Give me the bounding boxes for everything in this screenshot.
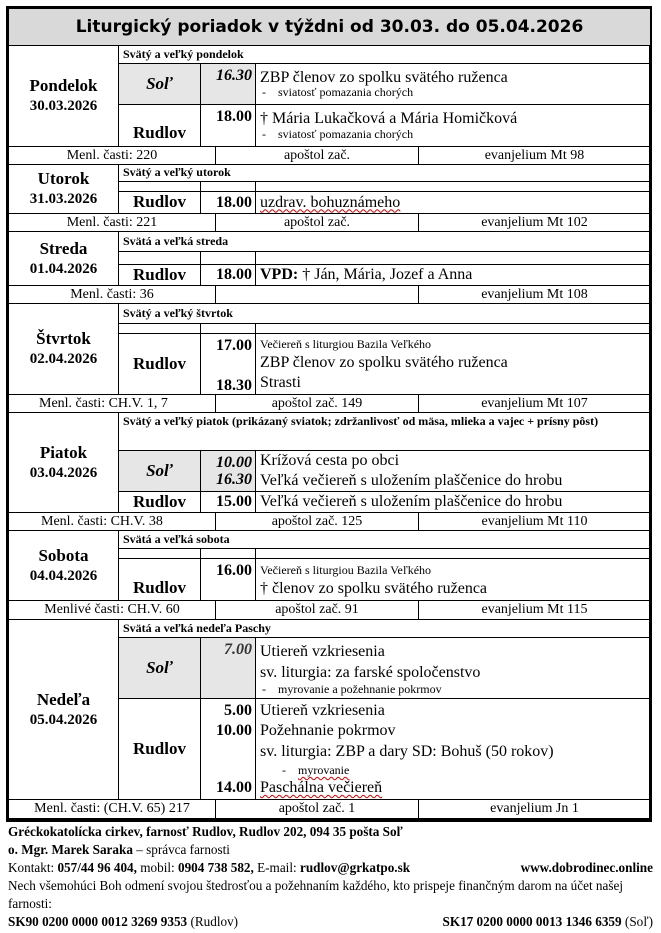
service-time: 18.00 bbox=[201, 192, 256, 214]
feast-name: Svätá a veľká streda bbox=[119, 232, 651, 252]
day-footer bbox=[9, 513, 651, 531]
iban-sol: SK17 0200 0000 0013 1346 6359 bbox=[442, 914, 622, 929]
service-time: 5.00 10.00 14.00 bbox=[201, 699, 256, 800]
day-footer bbox=[9, 395, 651, 413]
day-footer bbox=[9, 286, 651, 304]
location-sol: Soľ bbox=[119, 451, 201, 492]
location-rudlov: Rudlov bbox=[119, 559, 201, 601]
menlive-casti: Menl. časti: CH.V. 38 bbox=[41, 513, 163, 529]
day-sobota bbox=[9, 531, 651, 549]
location-rudlov: Rudlov bbox=[119, 334, 201, 395]
evanjelium: evanjelium Mt 102 bbox=[418, 214, 650, 231]
location-rudlov: Rudlov bbox=[119, 492, 201, 513]
schedule-table bbox=[8, 8, 651, 819]
schedule-title: Liturgický poriadok v týždni od 30.03. do 05.04.2026 bbox=[9, 9, 651, 46]
service-time: 15.00 bbox=[201, 492, 256, 513]
title-row bbox=[9, 9, 651, 46]
day-label: Piatok 03.04.2026 bbox=[9, 413, 119, 513]
apostol: apoštol zač. bbox=[215, 214, 418, 231]
day-footer bbox=[9, 147, 651, 165]
feast-name: Svätá a veľká nedeľa Paschy bbox=[119, 620, 651, 638]
location-rudlov: Rudlov bbox=[119, 265, 201, 286]
evanjelium: evanjelium Mt 108 bbox=[418, 286, 650, 303]
evanjelium: evanjelium Jn 1 bbox=[418, 800, 650, 818]
evanjelium: evanjelium Mt 107 bbox=[418, 395, 650, 412]
service-text: Veľká večiereň s uložením plaščenice do hrobu bbox=[256, 492, 651, 513]
service-text: VPD: † Ján, Mária, Jozef a Anna bbox=[256, 265, 651, 286]
service-time: 18.00 bbox=[201, 265, 256, 286]
day-footer bbox=[9, 214, 651, 232]
day-label: Sobota 04.04.2026 bbox=[9, 531, 119, 601]
email-link[interactable]: rudlov@grkatpo.sk bbox=[299, 860, 411, 875]
apostol: apoštol zač. 91 bbox=[215, 601, 418, 619]
day-stvrtok bbox=[9, 304, 651, 324]
menlive-casti: Menl. časti: CH.V. 1, 7 bbox=[39, 395, 168, 411]
parish-info bbox=[8, 823, 653, 931]
iban-rudlov: SK90 0200 0000 0012 3269 9353 bbox=[8, 914, 188, 929]
blessing-text: Nech všemohúci Boh odmení svojou štedrosťou a požehnaním každého, kto prispeje finančným darom na účet našej farnosti: bbox=[8, 878, 624, 911]
service-text: Večiereň s liturgiou Bazila Veľkého ZBP členov zo spolku svätého ruženca Strasti bbox=[256, 334, 651, 395]
service-text: uzdrav. bohuznámeho bbox=[256, 192, 651, 214]
service-text: Utiereň vzkriesenia Požehnanie pokrmov sv. liturgia: ZBP a dary SD: Bohuš (50 rokov) - myrovanie Paschálna večiereň bbox=[256, 699, 651, 800]
day-label: Nedeľa 05.04.2026 bbox=[9, 620, 119, 800]
mobile: 0904 738 582, bbox=[177, 860, 254, 875]
website-link[interactable]: www.dobrodinec.online bbox=[520, 860, 653, 875]
bank-accounts: SK90 0200 0000 0012 3269 9353 (Rudlov) SK17 0200 0000 0013 1346 6359 (Soľ) bbox=[8, 914, 653, 929]
service-text: † Mária Lukačková a Mária Homičková - sviatosť pomazania chorých bbox=[256, 105, 651, 147]
service-time: 16.00 bbox=[201, 559, 256, 601]
day-label: Utorok 31.03.2026 bbox=[9, 165, 119, 214]
service-time: 7.00 bbox=[201, 638, 256, 699]
day-label: Pondelok 30.03.2026 bbox=[9, 46, 119, 147]
feast-name: Svätá a veľká sobota bbox=[119, 531, 651, 549]
evanjelium: evanjelium Mt 110 bbox=[418, 513, 650, 530]
service-text: ZBP členov zo spolku svätého ruženca - sviatosť pomazania chorých bbox=[256, 64, 651, 105]
menlive-casti: Menl. časti: 221 bbox=[66, 214, 158, 230]
location-rudlov: Rudlov bbox=[119, 192, 201, 214]
feast-name: Svätý a veľký pondelok bbox=[119, 46, 651, 64]
menlive-casti: Menl. časti: 220 bbox=[66, 147, 158, 163]
menlive-casti: Menl. časti: (CH.V. 65) 217 bbox=[34, 801, 190, 817]
day-streda bbox=[9, 232, 651, 252]
service-time: 18.00 bbox=[201, 105, 256, 147]
location-sol: Soľ bbox=[119, 64, 201, 105]
apostol: apoštol zač. 1 bbox=[215, 800, 418, 818]
location-rudlov: Rudlov bbox=[119, 699, 201, 800]
menlive-casti: Menlivé časti: CH.V. 60 bbox=[44, 602, 180, 618]
menlive-casti: Menl. časti: 36 bbox=[70, 286, 154, 302]
parish-address: Gréckokatolícka cirkev, farnosť Rudlov, Rudlov 202, 094 35 pošta Soľ bbox=[8, 824, 403, 839]
apostol: apoštol zač. bbox=[215, 147, 418, 164]
priest-line: o. Mgr. Marek Saraka – správca farnosti bbox=[8, 842, 230, 857]
day-piatok bbox=[9, 413, 651, 451]
day-footer bbox=[9, 601, 651, 620]
day-nedela bbox=[9, 620, 651, 638]
day-footer bbox=[9, 800, 651, 819]
feast-name: Svätý a veľký piatok (prikázaný sviatok; zdržanlivosť od mäsa, mlieka a vajec + prísny pôst) bbox=[119, 413, 651, 451]
evanjelium: evanjelium Mt 98 bbox=[418, 147, 650, 164]
location-sol: Soľ bbox=[119, 638, 201, 699]
service-text: Večiereň s liturgiou Bazila Veľkého † členov zo spolku svätého ruženca bbox=[256, 559, 651, 601]
phone: 057/44 96 404, bbox=[57, 860, 137, 875]
service-time: 16.30 bbox=[201, 64, 256, 105]
apostol: apoštol zač. 125 bbox=[215, 513, 418, 530]
apostol bbox=[215, 286, 418, 303]
apostol: apoštol zač. 149 bbox=[215, 395, 418, 412]
service-time: 10.00 16.30 bbox=[201, 451, 256, 492]
service-time: 17.00 18.30 bbox=[201, 334, 256, 395]
feast-name: Svätý a veľký utorok bbox=[119, 165, 651, 182]
service-text: Utiereň vzkriesenia sv. liturgia: za farské spoločenstvo - myrovanie a požehnanie pokrmov bbox=[256, 638, 651, 699]
location-rudlov: Rudlov bbox=[119, 105, 201, 147]
evanjelium: evanjelium Mt 115 bbox=[418, 601, 650, 619]
day-utorok bbox=[9, 165, 651, 182]
feast-name: Svätý a veľký štvrtok bbox=[119, 304, 651, 324]
day-label: Štvrtok 02.04.2026 bbox=[9, 304, 119, 395]
day-label: Streda 01.04.2026 bbox=[9, 232, 119, 286]
contact-line: Kontakt: 057/44 96 404, mobil: 0904 738 582, E-mail: rudlov@grkatpo.sk www.dobrodinec.online bbox=[8, 860, 653, 875]
service-text: Krížová cesta po obci Veľká večiereň s uložením plaščenice do hrobu bbox=[256, 451, 651, 492]
day-pondelok bbox=[9, 46, 651, 64]
